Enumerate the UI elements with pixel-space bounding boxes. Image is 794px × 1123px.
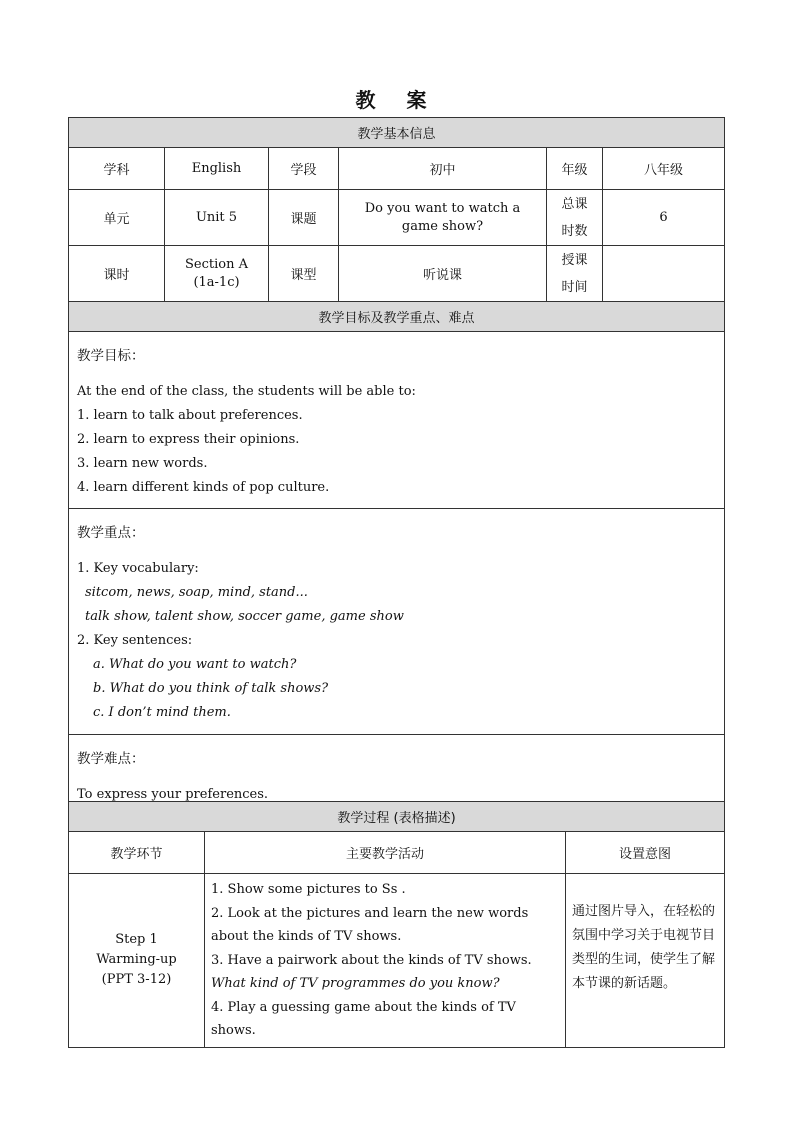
key-sentence: a. What do you want to watch? [93,657,297,672]
intent-cell: 通过图片导入，在轻松的氛围中学习关于电视节目类型的生词，使学生了解本节课的新话题。 [566,874,725,1048]
subject-label: 学科 [69,148,165,190]
difficulty-title: 教学难点： [77,751,145,767]
teaching-time-label [547,246,603,302]
key-vocab-line: talk show, talent show, soccer game, game show [85,609,404,624]
total-hours-label-line2: 时数 [561,223,588,239]
key-sentence: b. What do you think of talk shows? [93,681,329,696]
goal-line: 1. learn to talk about preferences. [77,408,303,423]
step-ppt: (PPT 3-12) [101,972,172,988]
teaching-time-label-line2: 时间 [561,279,588,295]
topic-value: Do you want to watch a game show? [339,190,547,246]
key-vocab-label: 1. Key vocabulary: [77,561,199,576]
process-table [68,801,725,1048]
key-sentence: c. I don’t mind them. [93,705,231,720]
difficulty-text: To express your preferences. [77,787,269,802]
teaching-goals-title: 教学目标： [77,348,145,364]
stage-value: 初中 [339,148,547,190]
goal-line: At the end of the class, the students will be able to: [77,384,416,399]
activity-cell [205,874,566,1048]
stage-label: 学段 [269,148,339,190]
step-name: Warming-up [96,952,177,968]
period-label: 课时 [69,246,165,302]
grade-label: 年级 [547,148,603,190]
objectives-header: 教学目标及教学重点、难点 [69,302,725,332]
process-header: 教学过程 (表格描述) [69,802,725,832]
key-sentences-label: 2. Key sentences: [77,633,193,648]
key-points-section [69,509,725,735]
unit-value: Unit 5 [165,190,269,246]
period-value-line1: Section A [185,256,248,272]
unit-label: 单元 [69,190,165,246]
col-activity-header: 主要教学活动 [205,832,566,874]
activity-line: 4. Play a guessing game about the kinds of TV shows. [211,999,516,1038]
type-label: 课型 [269,246,339,302]
teaching-goals-section [69,332,725,509]
activity-line: 1. Show some pictures to Ss . [211,882,406,897]
grade-value: 八年级 [603,148,725,190]
goal-line: 3. learn new words. [77,456,208,471]
col-intent-header: 设置意图 [566,832,725,874]
page-title: 教 案 [355,88,439,112]
subject-value: English [165,148,269,190]
activity-line: What kind of TV programmes do you know? [211,976,500,991]
period-value [165,246,269,302]
total-hours-label [547,190,603,246]
teaching-time-value [603,246,725,302]
type-value: 听说课 [339,246,547,302]
col-step-header: 教学环节 [69,832,205,874]
goal-line: 2. learn to express their opinions. [77,432,300,447]
key-vocab-line: sitcom, news, soap, mind, stand... [85,585,308,600]
teaching-time-label-line1: 授课 [561,252,588,268]
key-points-title: 教学重点： [77,525,145,541]
step-number: Step 1 [115,932,158,948]
basic-info-header: 教学基本信息 [69,118,725,148]
activity-line: 2. Look at the pictures and learn the new words about the kinds of TV shows. [211,905,529,944]
period-value-line2: (1a-1c) [193,274,240,290]
step-cell [69,874,205,1048]
activity-line: 3. Have a pairwork about the kinds of TV shows. [211,952,532,968]
total-hours-value: 6 [603,190,725,246]
total-hours-label-line1: 总课 [561,196,588,212]
topic-label: 课题 [269,190,339,246]
goal-line: 4. learn different kinds of pop culture. [77,480,330,495]
basic-info-table [68,117,725,816]
